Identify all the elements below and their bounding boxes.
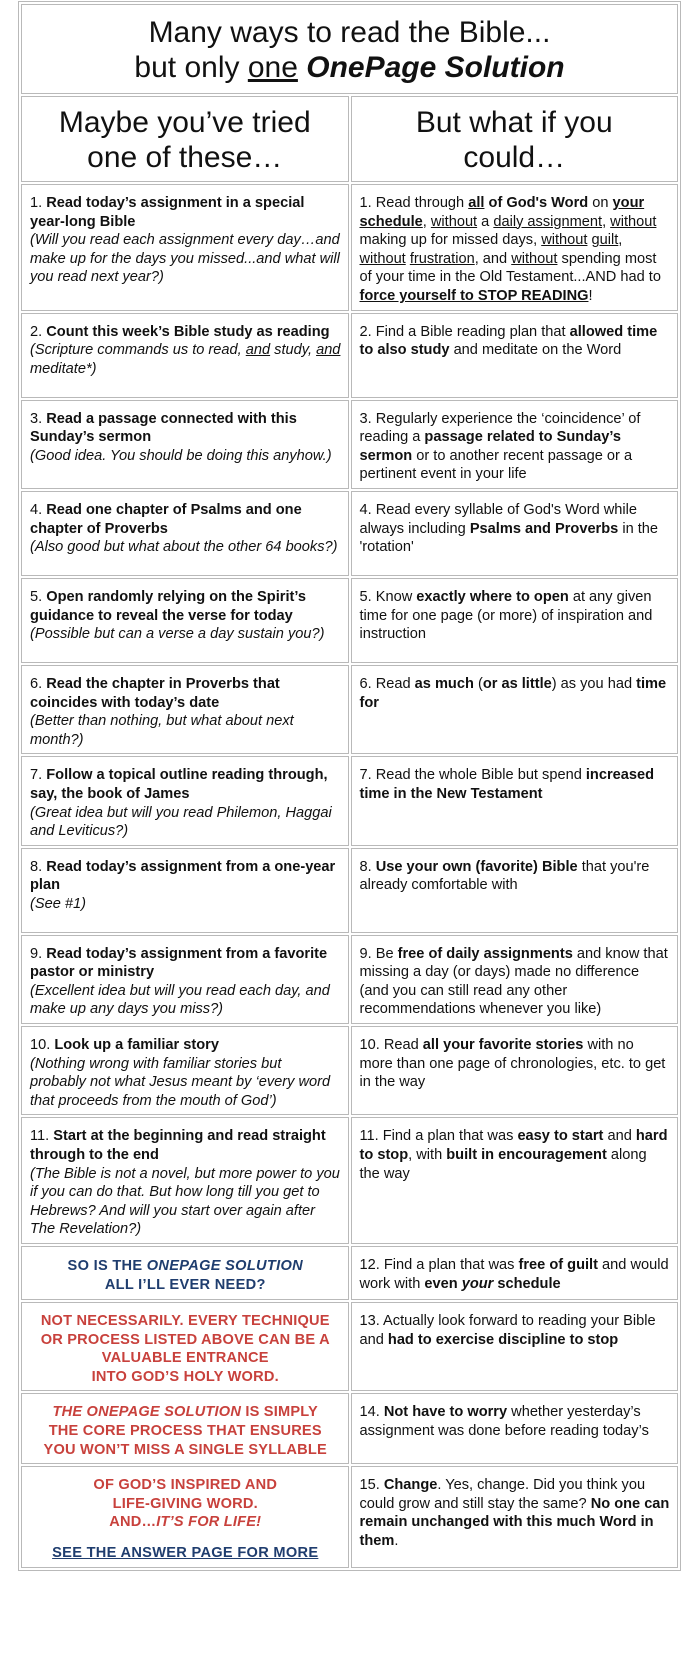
- table-row: [21, 400, 678, 489]
- right-item-13: 13. Actually look forward to reading your Bible and had to exercise discipline to stop: [351, 1302, 679, 1391]
- question-cell: SO IS THE ONEPAGE SOLUTION ALL I’LL EVER NEED?: [21, 1246, 349, 1300]
- right-item-2: 2. Find a Bible reading plan that allowed time to also study and meditate on the Word: [351, 313, 679, 398]
- title-line-2-prefix: but only: [134, 51, 248, 84]
- right-item-11: 11. Find a plan that was easy to start and hard to stop, with built in encouragement along the way: [351, 1117, 679, 1244]
- right-item-8: 8. Use your own (favorite) Bible that you're already comfortable with: [351, 848, 679, 933]
- right-item-15: 15. Change. Yes, change. Did you think you could grow and still stay the same? No one can remain unchanged with this much Word in them.: [351, 1466, 679, 1567]
- table-row: [21, 491, 678, 576]
- left-heading-line-2: one of these…: [87, 141, 283, 174]
- left-item-6: 6. Read the chapter in Proverbs that coincides with today’s date (Better than nothing, but what about next month?): [21, 665, 349, 754]
- comparison-table: [18, 1, 681, 1571]
- left-item-9: 9. Read today’s assignment from a favorite pastor or ministry (Excellent idea but will you read each day, and make up any days you miss?): [21, 935, 349, 1024]
- left-item-7: 7. Follow a topical outline reading through, say, the book of James (Great idea but will you read Philemon, Haggai and Leviticus?): [21, 756, 349, 845]
- column-heading-row: [21, 96, 678, 182]
- table-row: [21, 665, 678, 754]
- table-row: [21, 1026, 678, 1115]
- answer-page-link[interactable]: SEE THE ANSWER PAGE FOR MORE: [52, 1544, 319, 1561]
- table-row: [21, 1466, 678, 1567]
- right-item-7: 7. Read the whole Bible but spend increased time in the New Testament: [351, 756, 679, 845]
- table-row: [21, 1393, 678, 1464]
- right-item-5: 5. Know exactly where to open at any given time for one page (or more) of inspiration and instruction: [351, 578, 679, 663]
- left-item-3: 3. Read a passage connected with this Sunday’s sermon (Good idea. You should be doing this anyhow.): [21, 400, 349, 489]
- right-column-heading: [351, 96, 679, 182]
- left-item-1: 1. Read today’s assignment in a special year-long Bible (Will you read each assignment every day…and make up for the days you missed...and what will you read next year?): [21, 184, 349, 311]
- page-title: [21, 4, 678, 94]
- left-column-heading: [21, 96, 349, 182]
- table-row: [21, 1246, 678, 1300]
- right-item-10: 10. Read all your favorite stories with no more than one page of chronologies, etc. to get in the way: [351, 1026, 679, 1115]
- right-item-12: 12. Find a plan that was free of guilt and would work with even your schedule: [351, 1246, 679, 1300]
- left-item-10: 10. Look up a familiar story (Nothing wrong with familiar stories but probably not what Jesus meant by ‘every word that proceeds from the mouth of God’): [21, 1026, 349, 1115]
- table-row: [21, 756, 678, 845]
- comparison-sheet: [18, 1, 681, 1571]
- title-one-word: one: [247, 51, 298, 84]
- right-item-9: 9. Be free of daily assignments and know that missing a day (or days) made no difference (and you can still read any other recommendations whenever you like): [351, 935, 679, 1024]
- right-heading-line-1: But what if you: [415, 106, 613, 139]
- left-item-4: 4. Read one chapter of Psalms and one chapter of Proverbs (Also good but what about the other 64 books?): [21, 491, 349, 576]
- right-item-14: 14. Not have to worry whether yesterday’s assignment was done before reading today’s: [351, 1393, 679, 1464]
- left-item-11: 11. Start at the beginning and read straight through to the end (The Bible is not a novel, but more power to you if you can do that. But how long till you get to Hebrews? And will you start over again after The Revelation?): [21, 1117, 349, 1244]
- answer-cell-3: OF GOD’S INSPIRED AND LIFE-GIVING WORD. AND…IT’S FOR LIFE! SEE THE ANSWER PAGE FOR MORE: [21, 1466, 349, 1567]
- table-row: [21, 1117, 678, 1244]
- answer-cell-2: THE ONEPAGE SOLUTION IS SIMPLY THE CORE PROCESS THAT ENSURES YOU WON’T MISS A SINGLE SYLLABLE: [21, 1393, 349, 1464]
- right-item-1: 1. Read through all of God's Word on your schedule, without a daily assignment, without making up for missed days, without guilt, without frustration, and without spending most of your time in the Old Testament...AND had to force yourself to STOP READING!: [351, 184, 679, 311]
- left-item-5: 5. Open randomly relying on the Spirit’s guidance to reveal the verse for today (Possible but can a verse a day sustain you?): [21, 578, 349, 663]
- table-row: [21, 848, 678, 933]
- table-row: [21, 935, 678, 1024]
- table-row: [21, 184, 678, 311]
- title-brand: OnePage Solution: [306, 51, 565, 84]
- left-item-2: 2. Count this week’s Bible study as reading (Scripture commands us to read, and study, and meditate*): [21, 313, 349, 398]
- table-row: [21, 313, 678, 398]
- title-line-1: Many ways to read the Bible...: [148, 16, 551, 49]
- right-item-3: 3. Regularly experience the ‘coincidence’ of reading a passage related to Sunday’s sermon or to another recent passage or a pertinent event in your life: [351, 400, 679, 489]
- table-row: [21, 578, 678, 663]
- right-heading-line-2: could…: [463, 141, 566, 174]
- right-item-4: 4. Read every syllable of God's Word while always including Psalms and Proverbs in the 'rotation': [351, 491, 679, 576]
- left-heading-line-1: Maybe you’ve tried: [58, 106, 311, 139]
- left-item-8: 8. Read today’s assignment from a one-year plan (See #1): [21, 848, 349, 933]
- table-row: [21, 1302, 678, 1391]
- right-item-6: 6. Read as much (or as little) as you had time for: [351, 665, 679, 754]
- title-row: [21, 4, 678, 94]
- answer-cell-1: NOT NECESSARILY. EVERY TECHNIQUE OR PROCESS LISTED ABOVE CAN BE A VALUABLE ENTRANCE INTO GOD’S HOLY WORD.: [21, 1302, 349, 1391]
